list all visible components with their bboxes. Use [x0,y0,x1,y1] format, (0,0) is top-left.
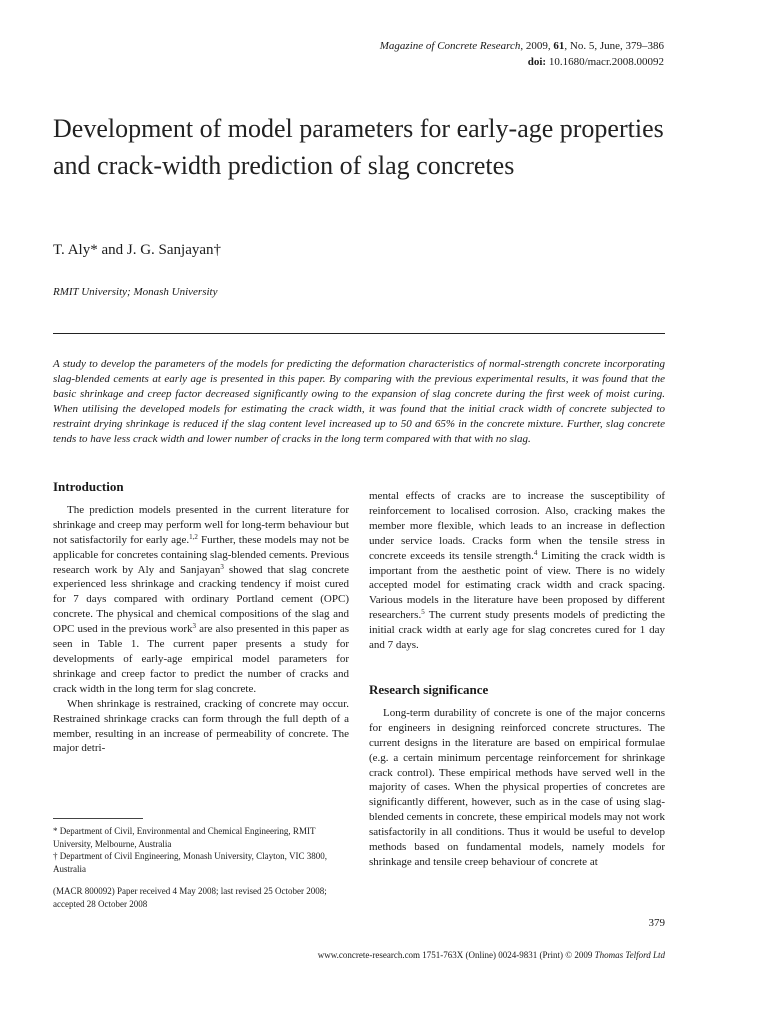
ref-sup: 5 [421,608,425,617]
volume: 61 [553,40,565,52]
received-note: (MACR 800092) Paper received 4 May 2008; last revised 25 October 2008; accepted 28 October 2008 [53,886,327,909]
ref-sup: 3 [192,622,197,631]
publisher: Thomas Telford Ltd [594,950,665,960]
ref-sup: 4 [533,548,538,557]
footnote-1: * Department of Civil, Environmental and Chemical Engineering, RMIT University, Melbourne, Australia [53,826,316,849]
doi-value: 10.1680/macr.2008.00092 [546,56,664,68]
citation-year: , 2009, [520,40,554,52]
authors: T. Aly* and J. G. Sanjayan† [53,242,222,258]
header-divider [53,333,665,334]
intro-paragraph-1 [53,503,349,697]
intro-paragraph-2: When shrinkage is restrained, cracking of concrete may occur. Restrained shrinkage cracks can form through the full depth of a member, resulting in an increase of permeability of concrete. The major detri- [53,697,349,755]
footnote-2: † Department of Civil Engineering, Monash University, Clayton, VIC 3800, Australia [53,851,327,874]
right-text-a: mental effects of cracks are to increase the susceptibility of reinforcement to localised corrosion. Also, cracking makes the member more flexible, which leads to an increase in deflection under service loads. Cracks form when the tensile stress in concrete exceeds its tensile strength. [369,490,665,562]
page-number: 379 [648,917,665,929]
right-text-c: The current study presents models of predicting the initial crack width at early age for slag concretes cured for 1 day and 7 days. [369,609,665,652]
intro-text-b: Further, these models may not be applicable for concretes containing slag-blended cements. Previous research work by Aly and Sanjayan [53,533,349,576]
abstract: A study to develop the parameters of the models for predicting the deformation characteristics of normal-strength concrete incorporating slag-blended cements at early age is presented in this paper. By comparing with the previous experimental results, it was found that the basic shrinkage and creep factor decreased significantly owing to the expansion of slag concrete during the first week of moist curing. When utilising the developed models for estimating the crack width, it was found that the initial crack width of concrete subjected to restraint drying shrinkage is reduced if the slag content level increased up to 50 and 65% in the concrete mixture. Further, slag concrete tends to have less crack width and lower number of cracks in the long term compared with that with no slag. [53,358,665,445]
research-significance-heading: Research significance [369,681,489,697]
introduction-heading: Introduction [53,479,124,494]
issue-pages: , No. 5, June, 379–386 [564,40,664,52]
footer-text: www.concrete-research.com 1751-763X (Online) 0024-9831 (Print) © 2009 [317,950,595,960]
citation-line [144,38,664,54]
journal-header [144,38,664,70]
intro-text-d: are also presented in this paper as seen in Table 1. The current paper presents a study for developments of early-age empirical model parameters for shrinkage and creep factor to predict the number of cracks and crack width in the long term for slag concrete. [53,623,349,695]
section-gap [369,653,665,683]
affiliation: RMIT University; Monash University [53,286,218,298]
footer [240,950,665,960]
footnote-divider [53,818,143,819]
footnotes [53,825,349,911]
doi-line [144,54,664,70]
paper-title: Development of model parameters for early-age properties and crack-width prediction of slag concretes [53,114,664,180]
left-column [53,480,349,756]
intro-text-a: The prediction models presented in the current literature for shrinkage and creep may perform well for long-term behaviour but not satisfactorily for early age. [53,503,349,546]
intro-text-c: showed that slag concrete experienced less shrinkage and cracking tendency if moist cured for 7 days compared with ordinary Portland cement (OPC) concrete. The physical and chemical compositions of the slag and OPC used in the previous work [53,563,349,636]
right-text-b: Limiting the crack width is important from the aesthetic point of view. There is no widely accepted model for estimating crack width and crack spacing. Various models in the literature have been proposed by different researchers. [369,549,665,622]
right-paragraph-1 [369,489,665,653]
ref-sup: 3 [220,562,224,571]
ref-sup: 1,2 [189,532,198,541]
journal-name: Magazine of Concrete Research [379,40,521,52]
research-paragraph: Long-term durability of concrete is one of the major concerns for engineers in designing reinforced concrete structures. The current designs in the literature are based on empirical formulae (e.g. a certain minimum percentage reinforcement for shrinkage crack control). These empirical methods have served well in the majority of cases. When the physical properties of concretes are significantly different, however, such as in the case of using slag-blended cements in concrete, these empirical models may not work satisfactorily in all conditions. Thus it would be useful to develop methods based on fundamental models, namely models for shrinkage and tensile creep behaviour of concrete at [369,706,665,868]
doi-label: doi: [527,56,547,68]
right-column [369,489,665,870]
